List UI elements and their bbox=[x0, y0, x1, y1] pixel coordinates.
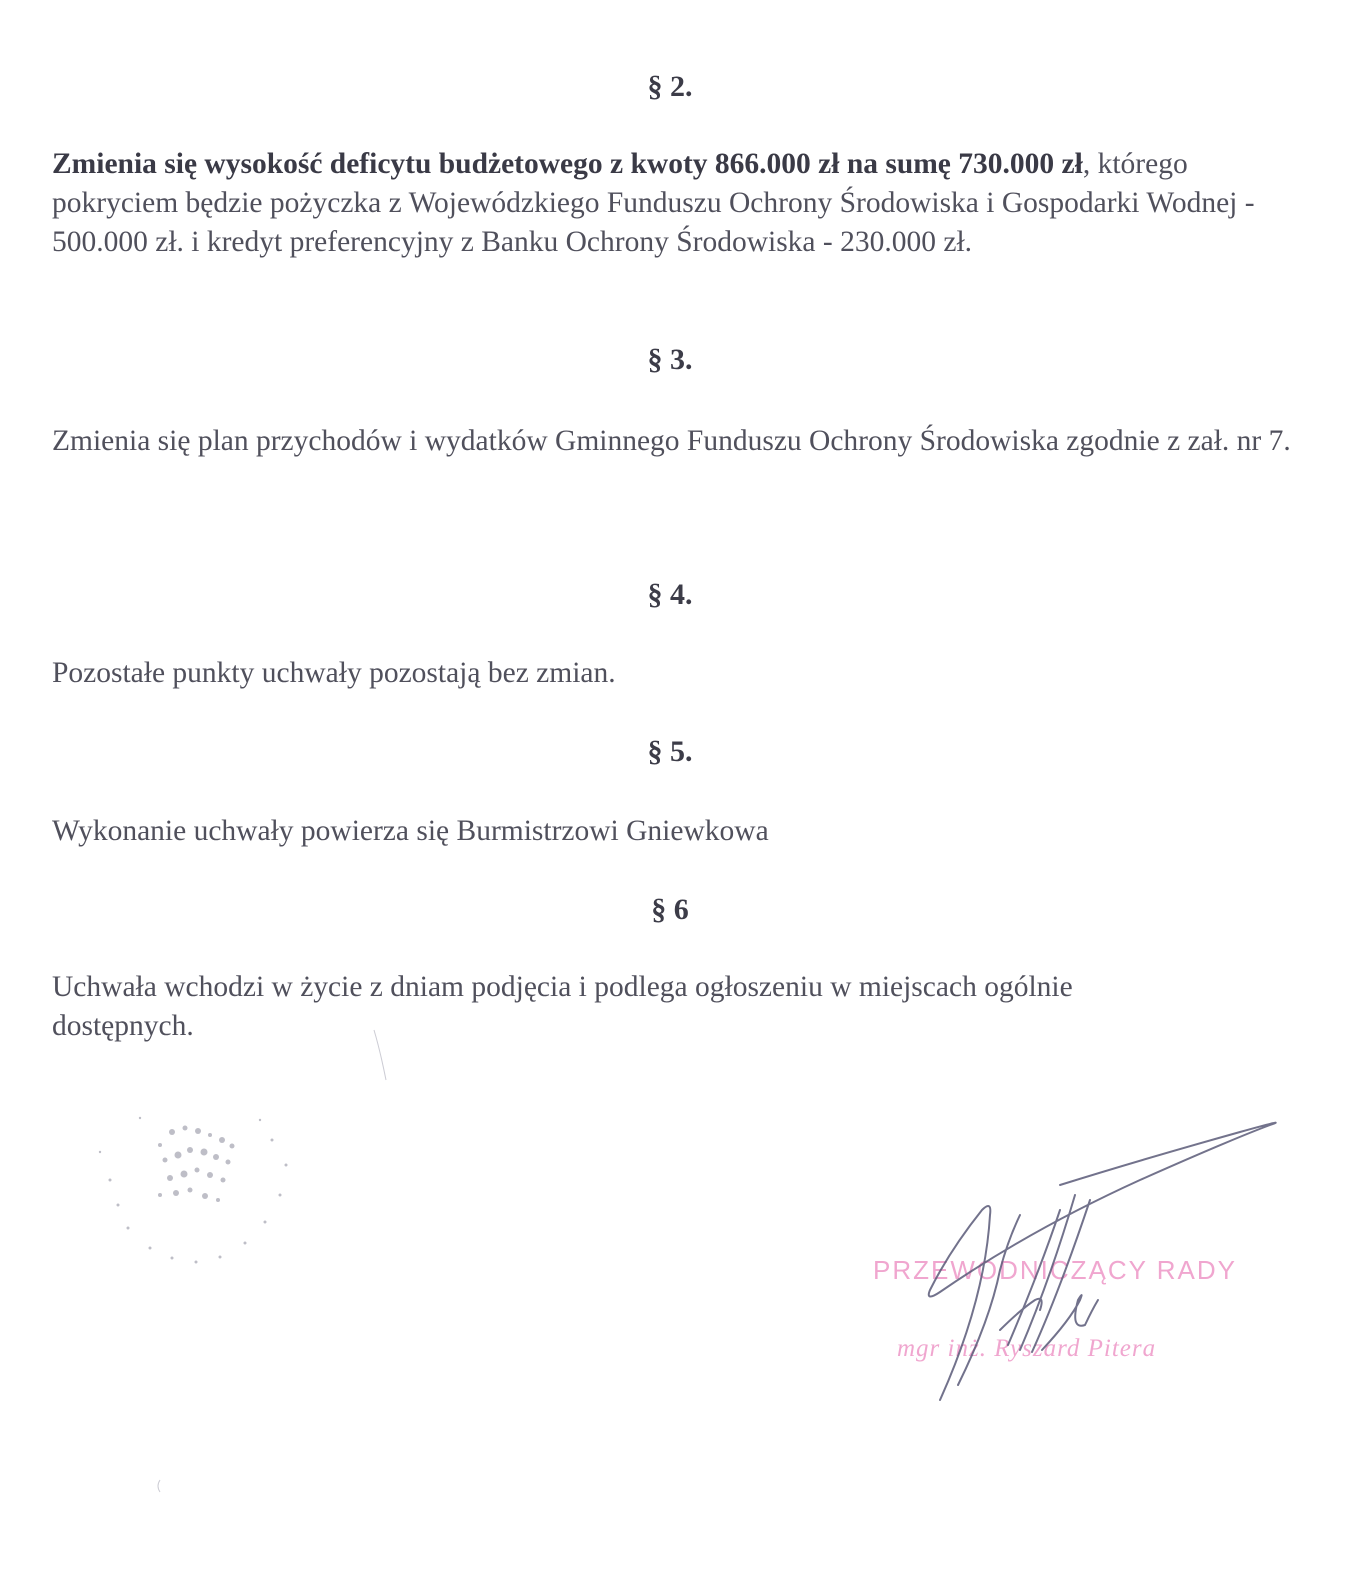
section-heading-4: § 4. bbox=[647, 578, 693, 611]
stamp-title: PRZEWODNICZĄCY RADY bbox=[873, 1255, 1237, 1285]
section-heading-5: § 5. bbox=[647, 735, 693, 768]
section-heading-2: § 2. bbox=[647, 70, 693, 103]
section-heading-3: § 3. bbox=[647, 343, 693, 376]
section-body-3: Zmienia się plan przychodów i wydatków Gminnego Funduszu Ochrony Środowiska zgodnie z zał. nr 7. bbox=[52, 425, 1291, 457]
section-body-5: Wykonanie uchwały powierza się Burmistrzowi Gniewkowa bbox=[52, 815, 769, 847]
section-body-2-bold: Zmienia się wysokość deficytu budżetowego z kwoty 866.000 zł na sumę 730.000 zł bbox=[52, 148, 1083, 180]
section-body-2-rest: , którego pokryciem będzie pożyczka z Wojewódzkiego Funduszu Ochrony Środowiska i Gospodarki Wodnej - 500.000 zł. i kredyt preferencyjny z Banku Ochrony Środowiska - 230.000 zł. bbox=[52, 148, 1255, 258]
section-body-4: Pozostałe punkty uchwały pozostają bez zmian. bbox=[52, 657, 616, 689]
section-body-6: Uchwała wchodzi w życie z dniam podjęcia i podlega ogłoszeniu w miejscach ogólnie dostępnych. bbox=[52, 971, 1073, 1042]
stamp-name: mgr inż. Ryszard Pitera bbox=[897, 1335, 1157, 1362]
section-heading-6: § 6 bbox=[651, 893, 689, 926]
